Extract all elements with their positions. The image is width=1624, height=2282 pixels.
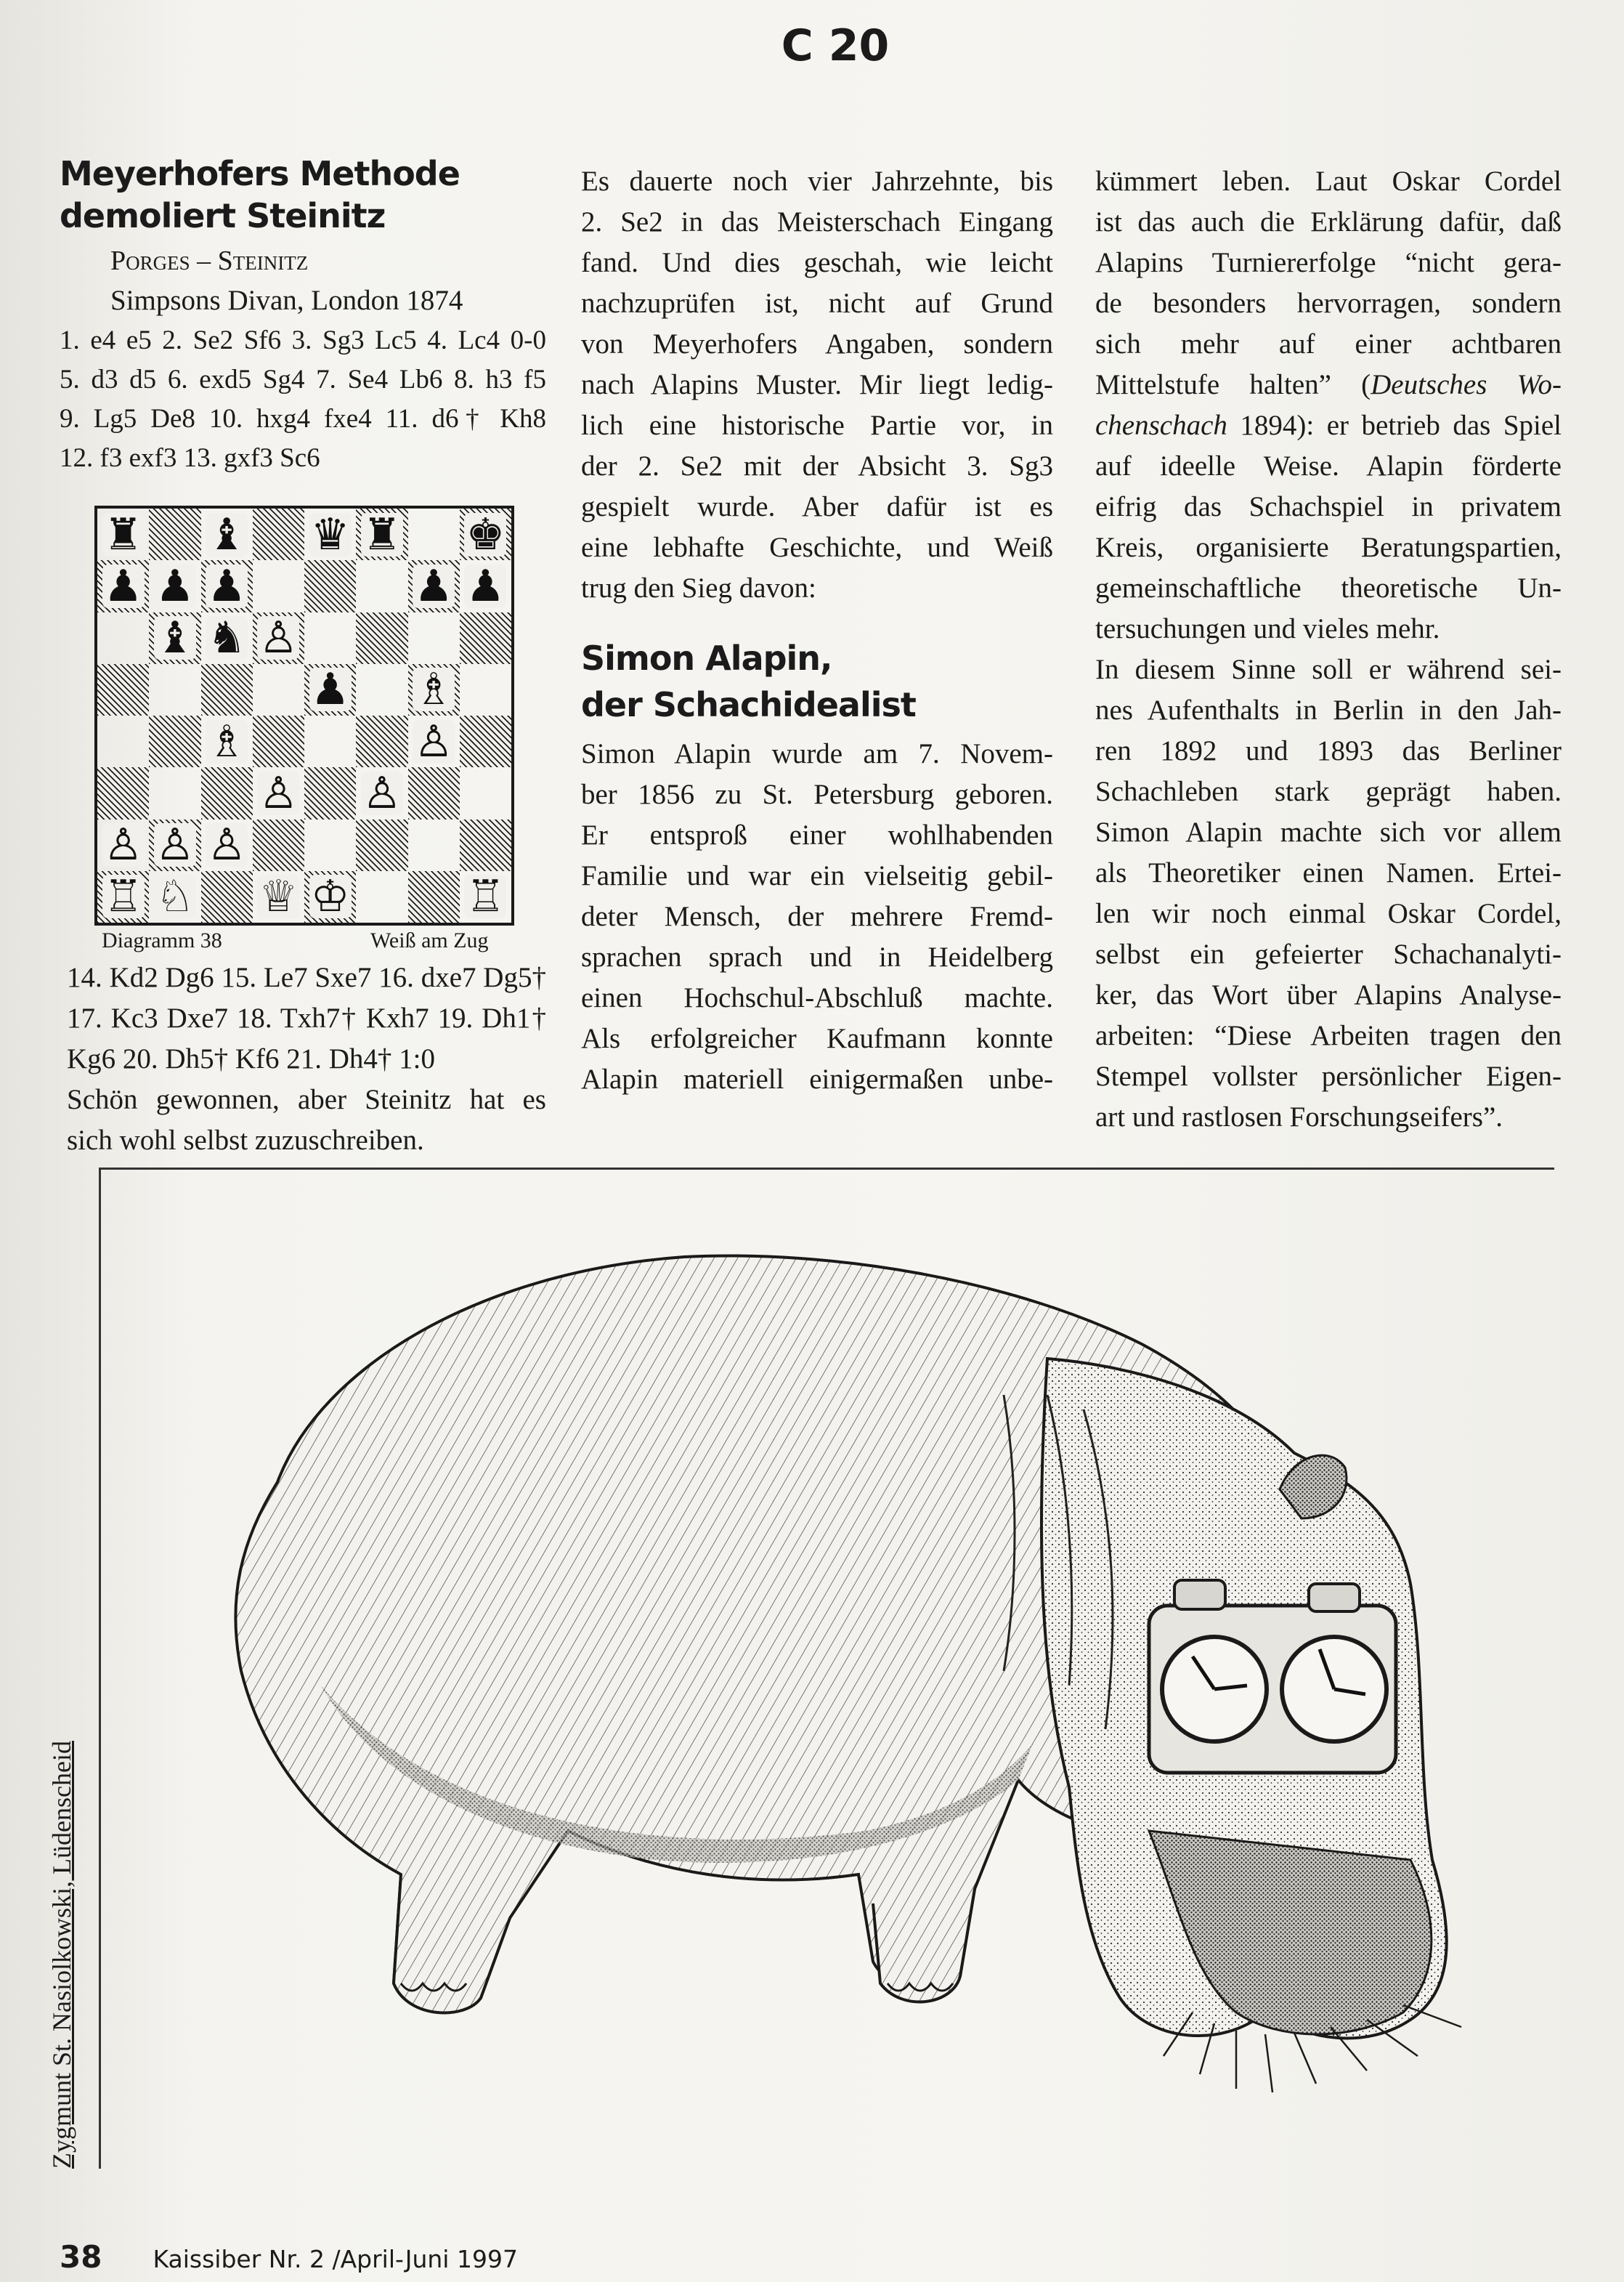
- chess-piece: ♙: [155, 820, 195, 871]
- diagram-label: Diagramm 38: [102, 928, 222, 952]
- heading-line: Simon Alapin,: [581, 639, 832, 678]
- board-square: [408, 820, 460, 871]
- board-square: [408, 716, 460, 767]
- continuation-line: 14. Kd2 Dg6 15. Le7 Sxe7 16. dxe7 Dg5†: [67, 962, 546, 993]
- chess-piece: ♗: [414, 664, 454, 716]
- player-black: Steinitz: [217, 246, 309, 276]
- board-square: [149, 612, 200, 664]
- board-square: [304, 612, 356, 664]
- chess-piece: ♙: [414, 716, 454, 767]
- text-line: sich mehr auf einer achtbaren: [1095, 328, 1562, 360]
- board-square: [97, 509, 149, 560]
- board-square: [356, 767, 407, 819]
- board-square: [97, 560, 149, 612]
- column-left: [60, 153, 546, 478]
- page-footer: [60, 2239, 518, 2275]
- text-line: Schachleben stark geprägt haben.: [1095, 776, 1562, 807]
- chess-piece: ♙: [259, 612, 299, 664]
- board-square: [201, 509, 253, 560]
- magazine-issue: Kaissiber Nr. 2 /April-Juni 1997: [153, 2245, 518, 2273]
- text-line: len wir noch einmal Oskar Cordel,: [1095, 898, 1562, 929]
- text-line: Simon Alapin machte sich vor allem: [1095, 817, 1562, 848]
- board-square: [460, 664, 511, 716]
- board-square: [408, 767, 460, 819]
- board-square: [460, 820, 511, 871]
- game-players: [60, 241, 546, 280]
- text-line: [1095, 405, 1562, 446]
- board-square: [356, 820, 407, 871]
- text-line: einen Hochschul-Abschluß machte.: [581, 982, 1053, 1013]
- text-line: Simon Alapin wurde am 7. Novem-: [581, 738, 1053, 769]
- illustration-left-rule: [99, 1168, 101, 2169]
- text-line: fand. Und dies geschah, wie leicht: [581, 247, 1053, 278]
- board-square: [304, 716, 356, 767]
- board-square: [408, 664, 460, 716]
- text-line: eifrig das Schachspiel in privatem: [1095, 491, 1562, 522]
- board-square: [304, 560, 356, 612]
- moves-line: 12. f3 exf3 13. gxf3 Sc6: [60, 443, 320, 473]
- board-square: [253, 767, 304, 819]
- text-line: ist das auch die Erklärung dafür, daß: [1095, 206, 1562, 238]
- text-line: gemeinschaftliche theoretische Un-: [1095, 572, 1562, 604]
- text-line: Er entsproß einer wohlhabenden: [581, 820, 1053, 851]
- chess-piece: ♕: [259, 871, 299, 923]
- board-square: [253, 716, 304, 767]
- chess-piece: ♙: [207, 820, 247, 871]
- continuation-line: Kg6 20. Dh5† Kf6 21. Dh4† 1:0: [67, 1043, 435, 1075]
- board-square: [201, 612, 253, 664]
- board-square: [408, 871, 460, 923]
- paragraph: [581, 734, 1053, 1100]
- chess-piece: ♗: [207, 716, 247, 767]
- moves-line: 1. e4 e5 2. Se2 Sf6 3. Sg3 Lc5 4. Lc4 0-0: [60, 325, 546, 355]
- player-white: Porges: [110, 246, 190, 276]
- board-square: [356, 612, 407, 664]
- chess-piece: ♝: [207, 509, 247, 560]
- chess-piece: ♟: [466, 560, 506, 612]
- heading-line: der Schachidealist: [581, 685, 916, 724]
- section-heading: [581, 635, 1053, 728]
- text-line: Stempel vollster persönlicher Eigen-: [1095, 1061, 1562, 1092]
- board-square: [201, 716, 253, 767]
- board-square: [304, 767, 356, 819]
- board-square: [253, 871, 304, 923]
- board-square: [460, 871, 511, 923]
- board-square: [97, 820, 149, 871]
- board-square: [253, 820, 304, 871]
- chess-piece: ♜: [103, 509, 143, 560]
- text-line: sprachen sprach und in Heidelberg: [581, 942, 1053, 973]
- board-square: [97, 716, 149, 767]
- chess-piece: ♖: [103, 871, 143, 923]
- board-square: [201, 820, 253, 871]
- board-square: [97, 612, 149, 664]
- board-square: [253, 509, 304, 560]
- moves-line: 5. d3 d5 6. exd5 Sg4 7. Se4 Lb6 8. h3 f5: [60, 365, 546, 395]
- board-square: [97, 871, 149, 923]
- continuation-line: Schön gewonnen, aber Steinitz hat es: [67, 1084, 546, 1115]
- text-line: tersuchungen und vieles mehr.: [1095, 613, 1440, 644]
- chess-piece: ♟: [155, 560, 195, 612]
- board-square: [356, 509, 407, 560]
- text-line: ker, das Wort über Alapins Analyse-: [1095, 979, 1562, 1011]
- chess-piece: ♙: [362, 767, 402, 819]
- text-line: Kreis, organisierte Beratungspartien,: [1095, 532, 1562, 563]
- board-square: [356, 716, 407, 767]
- text-line: lich eine historische Partie vor, in: [581, 410, 1053, 441]
- text-line: Alapin materiell einigermaßen unbe-: [581, 1064, 1053, 1095]
- board-square: [201, 767, 253, 819]
- chess-piece: ♔: [310, 871, 350, 923]
- board-square: [201, 560, 253, 612]
- board-square: [97, 664, 149, 716]
- continuation-line: sich wohl selbst zuzuschreiben.: [67, 1125, 424, 1156]
- board-square: [149, 871, 200, 923]
- chess-piece: ♟: [414, 560, 454, 612]
- board-square: [253, 664, 304, 716]
- text-line: Alapins Turniererfolge “nicht gera-: [1095, 247, 1562, 278]
- chess-clock-button: [1174, 1580, 1225, 1609]
- title-line: demoliert Steinitz: [60, 196, 386, 235]
- text-line: In diesem Sinne soll er während sei-: [1095, 654, 1562, 685]
- continuation-line: 17. Kc3 Dxe7 18. Txh7† Kxh7 19. Dh1†: [67, 1003, 546, 1034]
- board-square: [149, 767, 200, 819]
- board-square: [356, 871, 407, 923]
- board-square: [304, 664, 356, 716]
- text-line: ber 1856 zu St. Petersburg geboren.: [581, 779, 1053, 810]
- chess-clock-button: [1309, 1584, 1360, 1611]
- chess-piece: ♜: [362, 509, 402, 560]
- board-square: [460, 560, 511, 612]
- chess-piece: ♟: [103, 560, 143, 612]
- board-square: [149, 560, 200, 612]
- text-line: [1095, 365, 1562, 405]
- column-left-continuation: [67, 958, 546, 1161]
- text-line: nach Alapins Muster. Mir liegt ledig-: [581, 369, 1053, 400]
- text-line: 2. Se2 in das Meisterschach Eingang: [581, 206, 1053, 238]
- title-line: Meyerhofers Methode: [60, 154, 460, 193]
- text-line: deter Mensch, der mehrere Fremd-: [581, 901, 1053, 932]
- board-square: [253, 612, 304, 664]
- publication-title: Deutsches Wo-: [1371, 369, 1562, 400]
- chess-piece: ♖: [466, 871, 506, 923]
- chess-piece: ♝: [155, 612, 195, 664]
- board-square: [149, 664, 200, 716]
- text-line: ren 1892 und 1893 das Berliner: [1095, 735, 1562, 766]
- board-square: [356, 664, 407, 716]
- text-line: de besonders hervorragen, sondern: [1095, 288, 1562, 319]
- publication-title: chenschach: [1095, 410, 1227, 441]
- illustration-credit: Zygmunt St. Nasiolkowski, Lüdenscheid: [47, 1741, 76, 2169]
- board-square: [149, 716, 200, 767]
- board-square: [304, 820, 356, 871]
- illustration-top-rule: [99, 1168, 1554, 1170]
- hippo-chess-clock-illustration: [103, 1177, 1556, 2169]
- board-square: [460, 509, 511, 560]
- text-line: nachzuprüfen ist, nicht auf Grund: [581, 288, 1053, 319]
- board-square: [408, 612, 460, 664]
- chess-piece: ♟: [310, 664, 350, 716]
- board-square: [304, 509, 356, 560]
- diagram-side-to-move: Weiß am Zug: [370, 928, 489, 952]
- text-line: Es dauerte noch vier Jahrzehnte, bis: [581, 166, 1053, 197]
- board-square: [460, 612, 511, 664]
- text-line: arbeiten: “Diese Arbeiten tragen den: [1095, 1020, 1562, 1051]
- chess-piece: ♟: [207, 560, 247, 612]
- text-line: von Meyerhofers Angaben, sondern: [581, 328, 1053, 360]
- board-square: [97, 767, 149, 819]
- text-line: selbst ein gefeierter Schachanalyti-: [1095, 939, 1562, 970]
- paragraph: [581, 161, 1053, 609]
- text-line: auf ideelle Weise. Alapin förderte: [1095, 450, 1562, 482]
- chess-piece: ♚: [466, 509, 506, 560]
- page-header-code: C 20: [781, 20, 890, 71]
- chess-diagram: [94, 506, 514, 926]
- board-square: [201, 664, 253, 716]
- board-square: [149, 820, 200, 871]
- chess-piece: ♙: [103, 820, 143, 871]
- chess-piece: ♙: [259, 767, 299, 819]
- text-line: nes Aufenthalts in Berlin in den Jah-: [1095, 695, 1562, 726]
- text-line: gespielt wurde. Aber dafür ist es: [581, 491, 1053, 522]
- text-segment: 1894): er betrieb das Spiel: [1227, 410, 1562, 441]
- text-line: Als erfolgreicher Kaufmann konnte: [581, 1023, 1053, 1054]
- chess-piece: ♘: [155, 871, 195, 923]
- text-line: Familie und war ein vielseitig gebil-: [581, 860, 1053, 891]
- board-square: [460, 716, 511, 767]
- column-middle: [581, 161, 1053, 1100]
- chess-piece: ♞: [207, 612, 247, 664]
- board-square: [201, 871, 253, 923]
- text-segment: Mittelstufe halten” (: [1095, 369, 1371, 400]
- board-square: [460, 767, 511, 819]
- board-square: [408, 509, 460, 560]
- text-line: trug den Sieg davon:: [581, 572, 816, 604]
- text-line: kümmert leben. Laut Oskar Cordel: [1095, 166, 1562, 197]
- board-square: [304, 871, 356, 923]
- text-line: der 2. Se2 mit der Absicht 3. Sg3: [581, 450, 1053, 482]
- text-line: eine lebhafte Geschichte, und Weiß: [581, 532, 1053, 563]
- board-square: [408, 560, 460, 612]
- chess-piece: ♛: [310, 509, 350, 560]
- moves-line: 9. Lg5 De8 10. hxg4 fxe4 11. d6† Kh8: [60, 404, 546, 434]
- board-square: [356, 560, 407, 612]
- board-square: [253, 560, 304, 612]
- board-square: [149, 509, 200, 560]
- page-number: 38: [60, 2239, 102, 2275]
- article-title: [60, 153, 546, 237]
- game-event: Simpsons Divan, London 1874: [110, 285, 463, 316]
- game-moves: [60, 321, 546, 478]
- column-right: [1095, 161, 1562, 1138]
- text-line: art und rastlosen Forschungseifers”.: [1095, 1101, 1503, 1133]
- text-line: als Theoretiker einen Namen. Ertei-: [1095, 857, 1562, 889]
- player-separator: –: [190, 246, 218, 276]
